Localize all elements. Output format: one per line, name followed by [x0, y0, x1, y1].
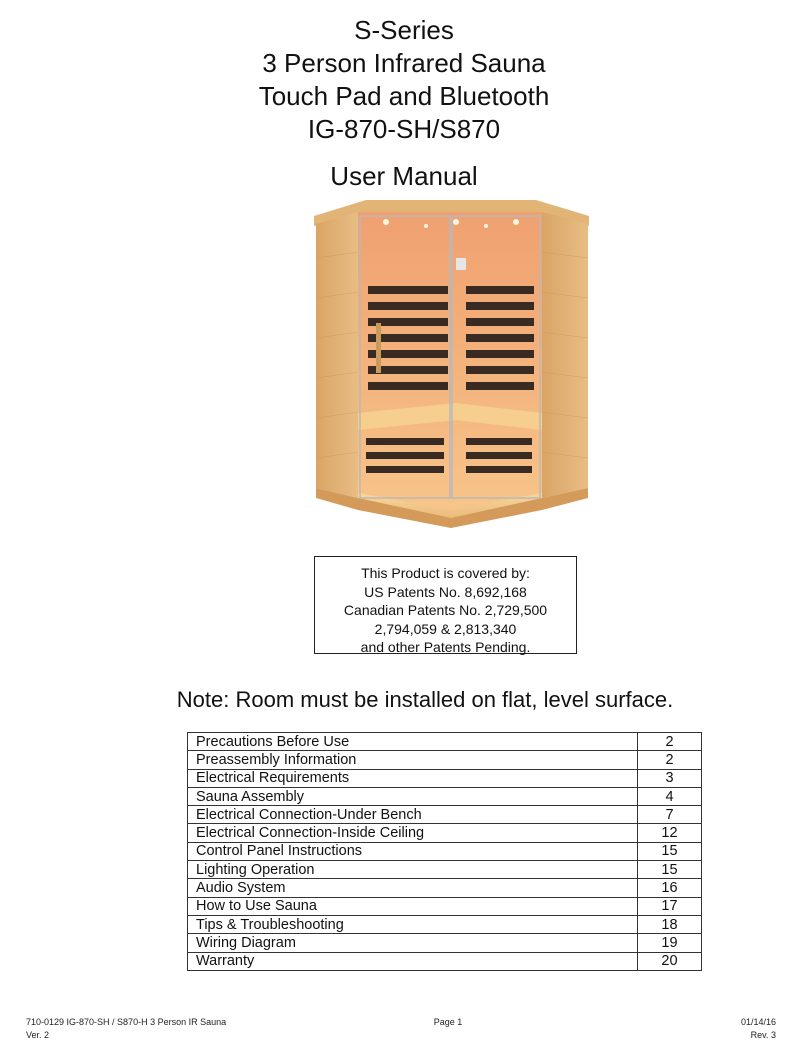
footer-page-number: Page 1: [433, 1017, 463, 1027]
toc-row: [188, 733, 702, 751]
footer-right: [741, 1016, 776, 1042]
footer-version: Ver. 2: [26, 1030, 50, 1040]
toc-row: [188, 861, 702, 879]
installation-note: Note: Room must be installed on flat, level surface.: [176, 687, 674, 712]
toc-page: 16: [638, 879, 702, 897]
toc-title: Tips & Troubleshooting: [188, 915, 638, 933]
patent-line: and other Patents Pending.: [360, 639, 531, 655]
toc-title: Wiring Diagram: [188, 934, 638, 952]
footer-revision: Rev. 3: [750, 1030, 776, 1040]
toc-row: [188, 769, 702, 787]
patent-line: This Product is covered by:: [361, 565, 530, 581]
footer-doc-id: 710-0129 IG-870-SH / S870-H 3 Person IR Sauna: [26, 1017, 227, 1027]
toc-page: 12: [638, 824, 702, 842]
patent-line: 2,794,059 & 2,813,340: [374, 620, 517, 637]
title-features: Touch Pad and Bluetooth: [258, 81, 550, 111]
toc-row: [188, 787, 702, 805]
toc-title: Preassembly Information: [188, 751, 638, 769]
toc-row: [188, 915, 702, 933]
title-model: IG-870-SH/S870: [307, 114, 501, 144]
toc-page: 15: [638, 861, 702, 879]
toc-row: [188, 952, 702, 970]
toc-row: [188, 879, 702, 897]
toc-page: 18: [638, 915, 702, 933]
toc-title: Electrical Connection-Under Bench: [188, 806, 638, 824]
document-title: [0, 14, 808, 146]
toc-title: Lighting Operation: [188, 861, 638, 879]
toc-page: 20: [638, 952, 702, 970]
toc-title: Control Panel Instructions: [188, 842, 638, 860]
footer-date: 01/14/16: [740, 1017, 776, 1027]
toc-page: 2: [638, 733, 702, 751]
toc-page: 3: [638, 769, 702, 787]
toc-title: Electrical Connection-Inside Ceiling: [188, 824, 638, 842]
title-product: 3 Person Infrared Sauna: [262, 48, 546, 78]
toc-row: [188, 824, 702, 842]
patent-notice: [314, 556, 577, 654]
toc-page: 4: [638, 787, 702, 805]
table-of-contents: [187, 732, 702, 971]
toc-title: Warranty: [188, 952, 638, 970]
toc-title: Sauna Assembly: [188, 787, 638, 805]
footer-left: [26, 1016, 226, 1042]
toc-title: How to Use Sauna: [188, 897, 638, 915]
toc-page: 17: [638, 897, 702, 915]
toc-title: Electrical Requirements: [188, 769, 638, 787]
toc-page: 7: [638, 806, 702, 824]
toc-page: 19: [638, 934, 702, 952]
toc-page: 15: [638, 842, 702, 860]
toc-title: Audio System: [188, 879, 638, 897]
toc-row: [188, 842, 702, 860]
sauna-image: [306, 198, 596, 528]
toc-row: [188, 751, 702, 769]
toc-row: [188, 934, 702, 952]
document-subtitle: User Manual: [330, 161, 478, 191]
toc-title: Precautions Before Use: [188, 733, 638, 751]
title-series: S-Series: [354, 15, 454, 45]
toc-row: [188, 897, 702, 915]
toc-page: 2: [638, 751, 702, 769]
patent-line: US Patents No. 8,692,168: [364, 583, 527, 600]
toc-row: [188, 806, 702, 824]
patent-line: Canadian Patents No. 2,729,500: [343, 602, 548, 618]
